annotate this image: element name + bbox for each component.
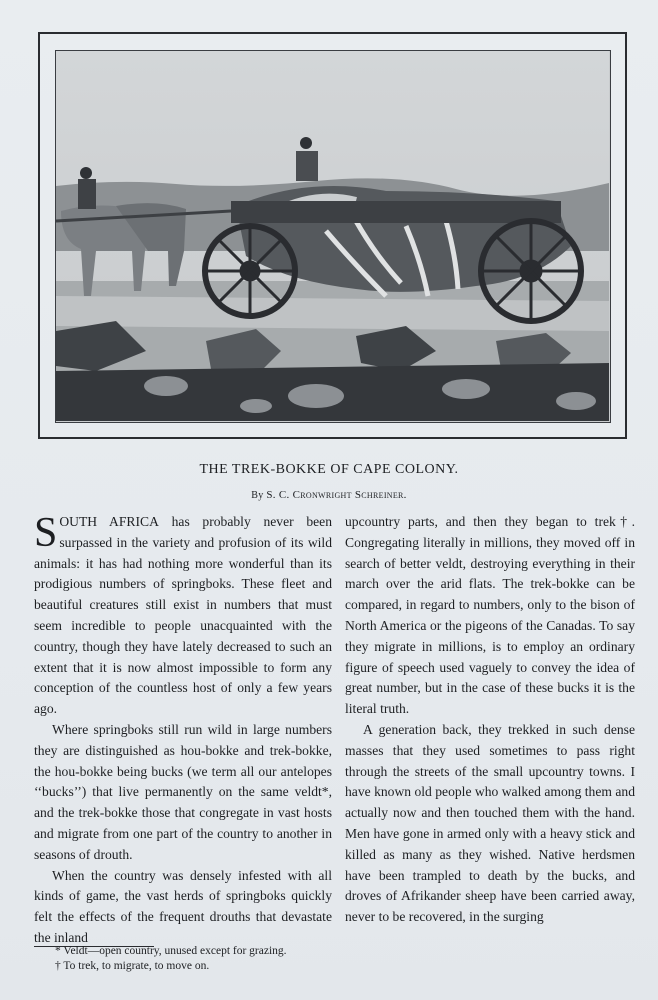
paragraph-4: A generation back, they trekked in such dense masses that they used sometimes to pass right through the streets of the small upcountry towns. I have known old people who walked among them and actually now and then touched them with the hand. Men have gone in armed only with a heavy stick and killed as many as they wished. Native herdsmen have been trampled to death by the bucks, and droves of Afrikander sheep have been carried away, never to be recovered, in the surging <box>345 721 635 925</box>
footnote-trek: † To trek, to migrate, to move on. <box>55 960 210 972</box>
footnotes <box>55 944 287 974</box>
footnote-veldt: * Veldt—open country, unused except for grazing. <box>55 945 287 957</box>
photo-inner-frame <box>55 50 611 423</box>
byline-author: S. C. Cronwright Schreiner. <box>266 489 407 501</box>
paragraph-3: When the country was densely infested with all kinds of game, the vast herds of springboks quickly felt the effects of the frequent drouths that devastate the inland <box>34 867 332 945</box>
ox-wagon-photo-icon <box>56 51 609 421</box>
paragraph-1-text: has probably never been surpassed in the variety and profusion of its wild animals: it has had nothing more wonderful than its prodigious numbers of springboks. These fleet and beautiful creatures still exist in numbers that must seem incredible to people unacquainted with the country, though they have lately decreased to such an extent that it is now almost impossible to form any conception of the countless host of only a few years ago. <box>34 514 332 717</box>
lead-words: OUTH AFRICA <box>59 514 159 529</box>
article-title: THE TREK-BOKKE OF CAPE COLONY. <box>199 462 459 477</box>
paragraph-2: Where springboks still run wild in large numbers they are distinguished as hou-bokke and trek-bokke, the hou-bokke being bucks (we term all our antelopes ‘‘bucks’’) that live permanently on the same veldt*, and the trek-bokke those that congregate in vast hosts and migrate from one part of the country to another in seasons of drouth. <box>34 721 332 862</box>
paragraph-1 <box>34 512 332 720</box>
left-column <box>34 512 332 949</box>
byline-prefix: By <box>251 490 264 501</box>
article-byline <box>0 489 658 501</box>
right-column <box>345 512 635 928</box>
paragraph-3-continued: upcountry parts, and then they began to trek†. Congregating literally in millions, they moved off in search of better veldt, destroying everything in their march over the arid flats. The trek-bokke can be compared, in regard to numbers, only to the bison of North America or the pigeons of the Canadas. To say they migrate in millions, is to employ an ordinary figure of speech used vaguely to convey the idea of great number, but in the case of these bucks it is the literal truth. <box>345 514 635 717</box>
drop-cap: S <box>34 510 58 556</box>
